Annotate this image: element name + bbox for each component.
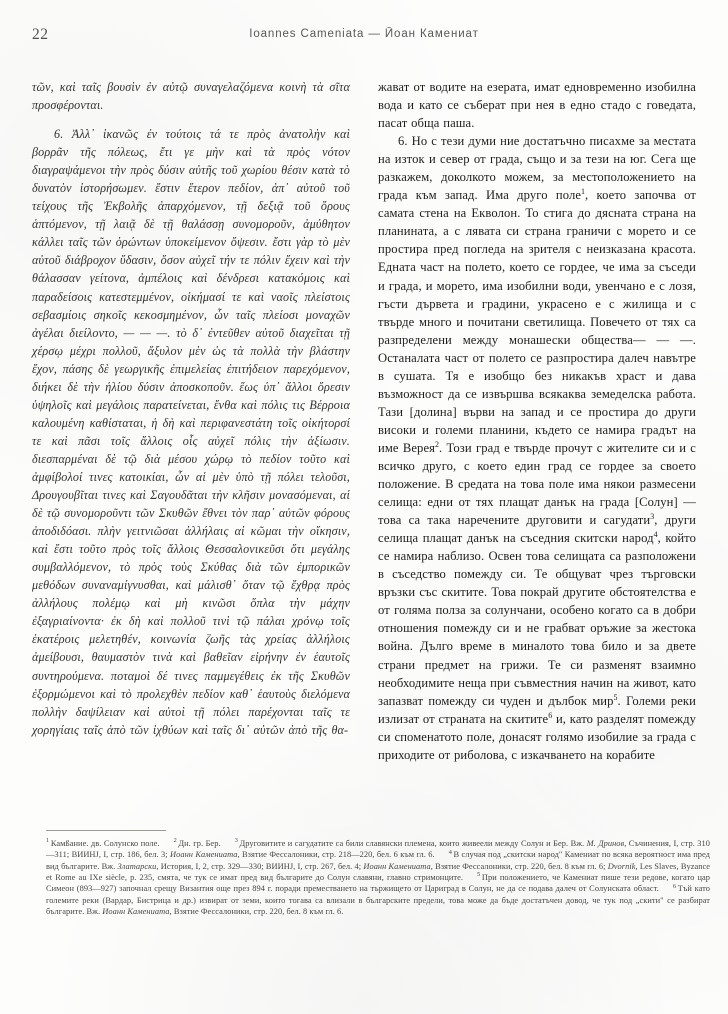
footnote-text: , Съчинения, I, стр. 310—311; ВИИНJ, I, стр. 186, бел. 3;	[46, 839, 710, 860]
bulgarian-section-6-paragraph	[378, 132, 696, 764]
text-columns	[0, 78, 728, 818]
greek-carryover-paragraph: τῶν, καὶ ταῖς βουσὶν ἐν αὐτῷ συναγελαζόμενα κοινὴ τὰ σῖτα προσφέρονται.	[32, 80, 350, 113]
greek-section-6-paragraph: 6. Ἀλλ᾽ ἱκανῶς ἐν τούτοις τά τε πρὸς ἀνατολὴν καὶ βορρᾶν τῆς πόλεως, ἔτι γε μὴν καὶ τὰ πρὸς νότον διαγραψάμενοι τὴν πρὸς δύσιν αὐτῆς τοῦ χωρίου θέσιν κατὰ τὸ δυνατὸν ἱστορήσωμεν. ἔστιν ἕτερον πεδίον, ἀπ᾽ αὐτοῦ τοῦ τείχους τῆς Ἐκβολῆς ἀπαρχόμενον, τῇ δεξιᾷ τοῦ ὄρους ἁπτόμενον, τῇ λαιᾷ δὲ τῇ θαλάσσῃ συνομοροῦν, ἀμύθητον κάλλει ταῖς τῶν ὁρώντων ὑποκείμενον ὄψεσιν. ἔστι γὰρ τὸ μὲν αὐτοῦ διάβροχον ὕδασιν, ὅσον αὐχεῖ τήν τε πόλιν ἔχειν καὶ τὴν θάλασσαν γείτονα, ἀμπέλοις καὶ δένδρεσι κατακόμοις καὶ παραδείσοις κατεστεμμένον, οἰκήμασί τε καὶ ναοῖς πλείστοις σεβασμίοις σηκοῖς κεκοσμημένον, ὧν ταῖς πλείοσι μοναχῶν ἀγέλαι διείλοντο, — — —. τὸ δ᾽ ἐντεῦθεν αὐτοῦ διαχεῖται τῇ χέρσῳ μέχρι πολλοῦ, ἄξυλον μὲν ὡς τὰ πολλὰ τὴν βλάστην ἔχον, πάσης δὲ γεωργικῆς ἐπιμελείας ἐπιτήδειον παρεχόμενον, διήκει δὲ τὴν ἡλίου δύσιν ἀποσκοποῦν. ἕως ὑπ᾽ ἄλλοι ὄρεσιν ὑψηλοῖς καὶ μεγάλοις παρατείνεται, ἔνθα καὶ πόλις τις Βέρροια καλουμένη καθίσταται, ἡ δὴ καὶ περιφανεστάτη τοῖς οἰκήτορσί τε καὶ πᾶσι τοῖς ἄλλοις οἷς αὐχεῖ πόλις τὴν ἀξίωσιν. διεσπαρμέναι δὲ τῷ διὰ μέσου χώρῳ τὸ πεδίον τοῦτο καὶ ἀμφίβολοί τινες κατοικίαι, ὧν αἱ μὲν ὑπὸ τῇ πόλει τελοῦσι, Δρουγουβῖται τινες καὶ Σαγουδᾶται τὴν κλῆσιν μονασόμεναι, αἱ δὲ τῷ συνομοροῦντι τῶν Σκυθῶν ἔθνει τὸν παρ᾽ αὐτῶν φόρους ἀποδιδόασι. πλὴν γειτνιῶσαι ἀλλήλαις αἱ κῶμαι τὴν οἴκησιν, καὶ ἔστι τοῦτο πρὸς τοῖς ἄλλοις Θεσσαλονικεῦσι ὅτι μεγάλης συμβαλλόμενον, τὸ πρὸς τοὺς Σκύθας διὰ τῶν ἐμπορικῶν μεθόδων συναναμίγνυσθαι, καὶ μάλισθ᾽ ὅταν τῷ ἔχθρᾳ πρὸς ἀλλήλους πολέμῳ καὶ μὴ κινῶσι ὅπλα τὴν μάχην ἐξαγριαίνοντα· ἐκ δὴ καὶ πολλοῦ τινὶ τῷ πάλαι χρόνῳ τοῖς ἑκατέροις μελετηθέν, κοινωνία ζωῆς τὰς χρείας ἀλλήλοις ἀμείβουσι, θαυμαστὸν τινὰ καὶ βαθεῖαν εἰρήνην ἐν ἑαυτοῖς συντηρούμενα. ποταμοὶ δέ τινες παμμεγέθεις ἐκ τῆς Σκυθῶν ἐξορμώμενοι καὶ τὸ προλεχθὲν πεδίον καθ᾽ ἑαυτοὺς διελόμενα πολλὴν δαψίλειαν καὶ αὐτοὶ τῇ πόλει παρέχονται ταῖς τε χορηγίαις ταῖς ἀπὸ τῶν ἰχθύων καὶ ταῖς δι᾽ αὐτῶν ἀπὸ τῆς θα-	[32, 127, 350, 737]
footnote-ref-4[interactable]: 4	[653, 529, 658, 539]
footnote-text: Камßание. дв. Солунско поле.	[50, 839, 160, 848]
footnote-ref-2[interactable]: 2	[435, 439, 440, 449]
footnote-cited-author: М. Дринов	[586, 839, 625, 848]
bg-part-3: . Този град е твърде прочут с жителите си и с всичко друго, с което един град се гордее за своето положение. В средата на това поле има някои размесени селища: едни от тях плащат данък на града [Солун] — това са така наречените друговити и сагудати	[378, 440, 696, 528]
footnote-text: В случая под „скитски народ" Камениат по всяка вероятност има пред вид българите. Вж.	[46, 850, 710, 871]
page-number: 22	[32, 26, 49, 43]
footnote-marker: 1	[46, 837, 50, 845]
footnote-1	[46, 839, 160, 848]
footnote-text: , Les Slaves, Byzance et Rome au IXe siècle, p. 235, смята, че тук се имат пред вид българите до Солун славяни, главно стримонците.	[46, 861, 711, 883]
bg-part-4: , други селища плащат данък на съседния скитски народ	[378, 513, 696, 546]
bg-part-2: , което започва от самата стена на Екволон. То стига до дясната страна на планината, а с лявата си страна граничи с морето и се простира пред погледа на зрителя с неизказана красота. Едната част на полето, което се гордее, че има за съседи и града, и морето, има изобилни води, увенчано е с лозя, гъсти дървета и градини, украсено е с жилища и с твърде много и почитани светилища. Повечето от тях са разпределени между монашески общества— — —. Останалата част от полето се разпростира далеч навътре в сушата. Тя е изобщо без никакъв храст и дава възможност да се извършва всякаква земеделска работа. Тази [долина] върви на запад и се простира до други високи и големи планини, където се намира градът на име Верея	[378, 188, 696, 455]
footnote-text: Тъй като големите реки (Вардар, Бистрица и др.) извират от земи, които тогава са влизали в българските предели, това може да бъде достатъчен довод, че тук под „скити" се разбират българите. Вж.	[46, 884, 710, 917]
running-head-title: Ioannes Cameniata — Йоан Камениат	[249, 28, 479, 40]
footnote-marker: 5	[477, 871, 481, 879]
footnote-ref-3[interactable]: 3	[650, 511, 655, 521]
footnote-text: Дн. гр. Бер.	[178, 839, 221, 848]
footnote-2	[174, 839, 221, 848]
bulgarian-column	[378, 78, 696, 818]
footnote-marker: 3	[234, 837, 238, 845]
bg-part-7: и, като разделят помежду си споменатото поле, донасят голямо изобилие за града с приходите от риболова, с изкачването на корабите	[378, 711, 696, 762]
greek-column	[32, 78, 350, 818]
footnote-text: , Взятие Фессалоники, стр. 220, бел. 8 към гл. 6.	[169, 907, 344, 917]
footnote-text: Друговитите и сагудатите са били славянски племена, които живеели между Солун и Бер. Вж.	[239, 839, 587, 848]
footnote-text: , История, I, 2, стр. 329—330; ВИИНJ, I, стр. 267, бел. 4;	[156, 861, 364, 871]
footnote-ref-6[interactable]: 6	[548, 710, 553, 720]
bg-part-1: 6. Но с тези думи ние достатъчно писахме за местата на изток и север от града, също и за тези на юг. Сега ще разкажем, доколкото можем, за местоположението на града към запад. Има друго поле	[378, 134, 696, 203]
footnote-apparatus	[46, 838, 710, 917]
footnote-cited-author: Златарски	[117, 861, 157, 871]
footnote-cited-author: Иоанн Камениата	[170, 850, 238, 860]
running-head	[0, 26, 728, 46]
bulgarian-carryover-paragraph: жават от водите на езерата, имат едновременно изобилна вода и като се съберат при нея в едно стадо с говедата, пасат обща паша.	[378, 80, 696, 131]
footnote-cited-author: Dvornik	[607, 861, 636, 871]
footnote-marker: 6	[672, 882, 677, 890]
footnote-cited-author: Иоанн Камениата	[363, 861, 431, 871]
footnote-marker: 4	[448, 848, 452, 856]
footnote-ref-5[interactable]: 5	[613, 692, 618, 702]
footnote-separator-rule	[46, 830, 166, 831]
footnote-cited-author: Иоанн Камениата	[102, 907, 170, 917]
bg-part-6: . Големи реки излизат от страната на скитите	[378, 693, 696, 726]
footnote-text: , Взятие Фессалоники, стр. 220, бел. 8 към гл. 6;	[430, 861, 608, 871]
footnote-text: , Взятие Фессалоники, стр. 218—220, бел. 6 към гл. 6.	[237, 850, 435, 860]
footnote-marker: 2	[173, 837, 177, 845]
footnote-ref-1[interactable]: 1	[581, 187, 586, 197]
footnote-text: При положението, че Камениат пише тези редове, когато цар Симеон (893—927) започнал срещу Византия още през 894 г. поради преместването на тържището от Цариград в Солун, не да се подава далеч от Солунската област.	[46, 873, 710, 894]
bg-part-5: , който се намира наблизо. Освен това селищата са разположени в съседство помежду си. Те общуват чрез търговски връзки със скитите. Това покрай другите обстоятелства е от голяма полза за солунчани, особено когато са в добри отношения помежду си и не грабват оръжие за жестока война. Дълго време в миналото това било и за двете страни предмет на грижи. Те си разменят взаимно необходимите неща при съвместния начин на живот, като запазват помежду си чуден и дълбок мир	[378, 531, 696, 708]
